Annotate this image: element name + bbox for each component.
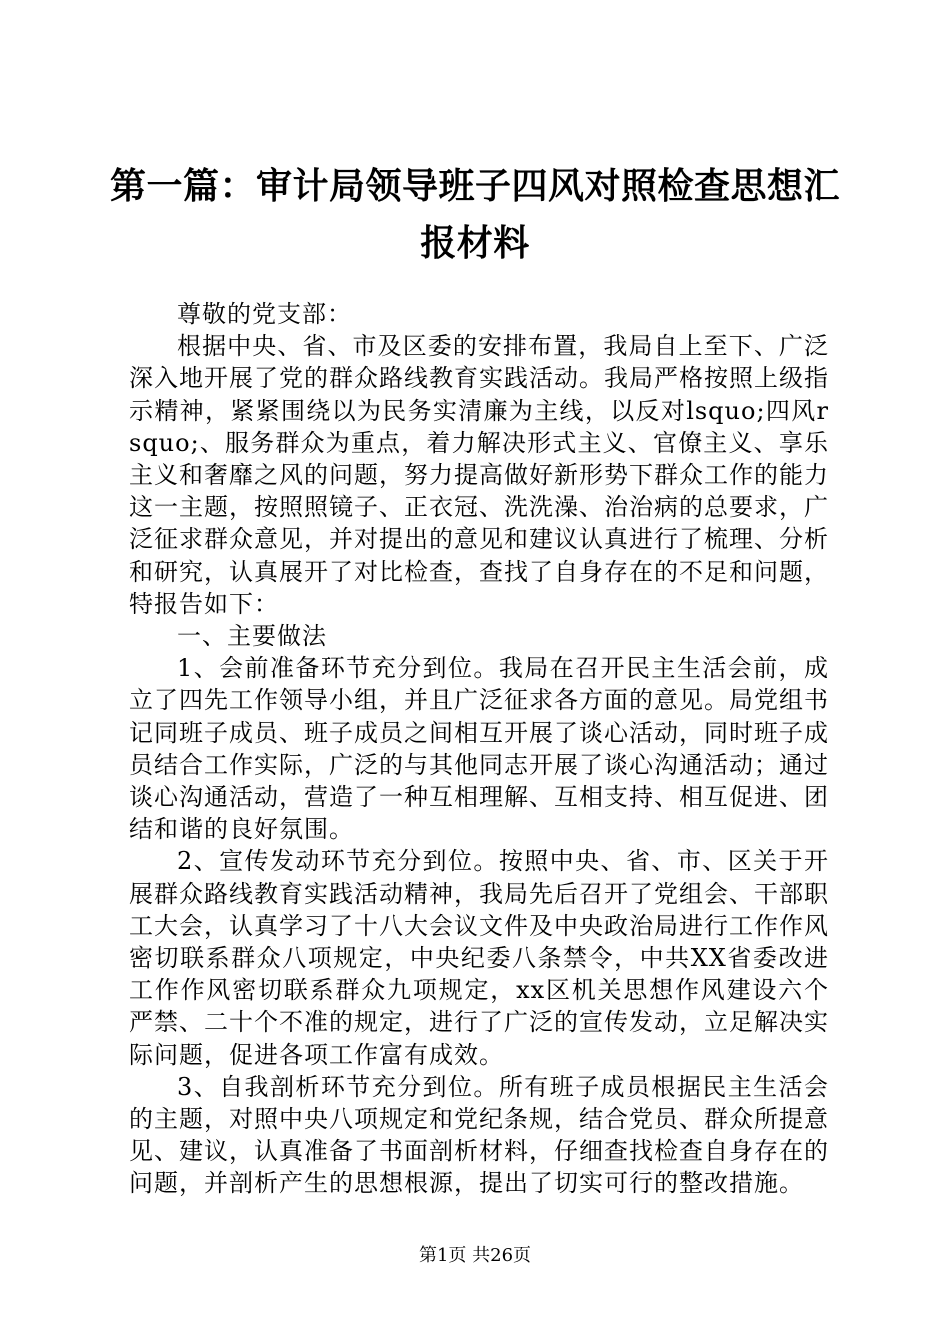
page-number-footer: 第1页 共26页: [418, 1245, 532, 1266]
salutation: 尊敬的党支部：: [177, 300, 352, 328]
document-body: [129, 298, 829, 1200]
section-heading: 一、主要做法: [177, 622, 327, 651]
title-line-2: 报材料: [420, 222, 530, 264]
document-title: [110, 158, 840, 272]
body-paragraph-3: 3、自我剖析环节充分到位。所有班子成员根据民主生活会的主题，对照中央八项规定和党纪条规，结合党员、群众所提意见、建议，认真准备了书面剖析材料，仔细查找检查自身存在的问题，并剖析产生的思想根源，提出了切实可行的整改措施。: [129, 1072, 829, 1198]
body-paragraph-1: 1、会前准备环节充分到位。我局在召开民主生活会前，成立了四先工作领导小组，并且广泛征求各方面的意见。局党组书记同班子成员、班子成员之间相互开展了谈心活动，同时班子成员结合工作实际，广泛的与其他同志开展了谈心沟通活动；通过谈心沟通活动，营造了一种互相理解、互相支持、相互促进、团结和谐的良好氛围。: [129, 654, 829, 844]
body-paragraph-2: 2、宣传发动环节充分到位。按照中央、省、市、区关于开展群众路线教育实践活动精神，我局先后召开了党组会、干部职工大会，认真学习了十八大会议文件及中央政治局进行工作作风密切联系群众八项规定，中央纪委八条禁令，中共XX省委改进工作作风密切联系群众九项规定，xx区机关思想作风建设六个严禁、二十个不准的规定，进行了广泛的宣传发动，立足解决实际问题，促进各项工作富有成效。: [129, 847, 829, 1069]
intro-paragraph: 根据中央、省、市及区委的安排布置，我局自上至下、广泛深入地开展了党的群众路线教育实践活动。我局严格按照上级指示精神，紧紧围绕以为民务实清廉为主线，以反对lsquo;四风rsquo;、服务群众为重点，着力解决形式主义、官僚主义、享乐主义和奢靡之风的问题，努力提高做好新形势下群众工作的能力这一主题，按照照镜子、正衣冠、洗洗澡、治治病的总要求，广泛征求群众意见，并对提出的意见和建议认真进行了梳理、分析和研究，认真展开了对比检查，查找了自身存在的不足和问题，特报告如下：: [129, 332, 829, 618]
title-line-1: 第一篇：审计局领导班子四风对照检查思想汇: [110, 165, 841, 207]
